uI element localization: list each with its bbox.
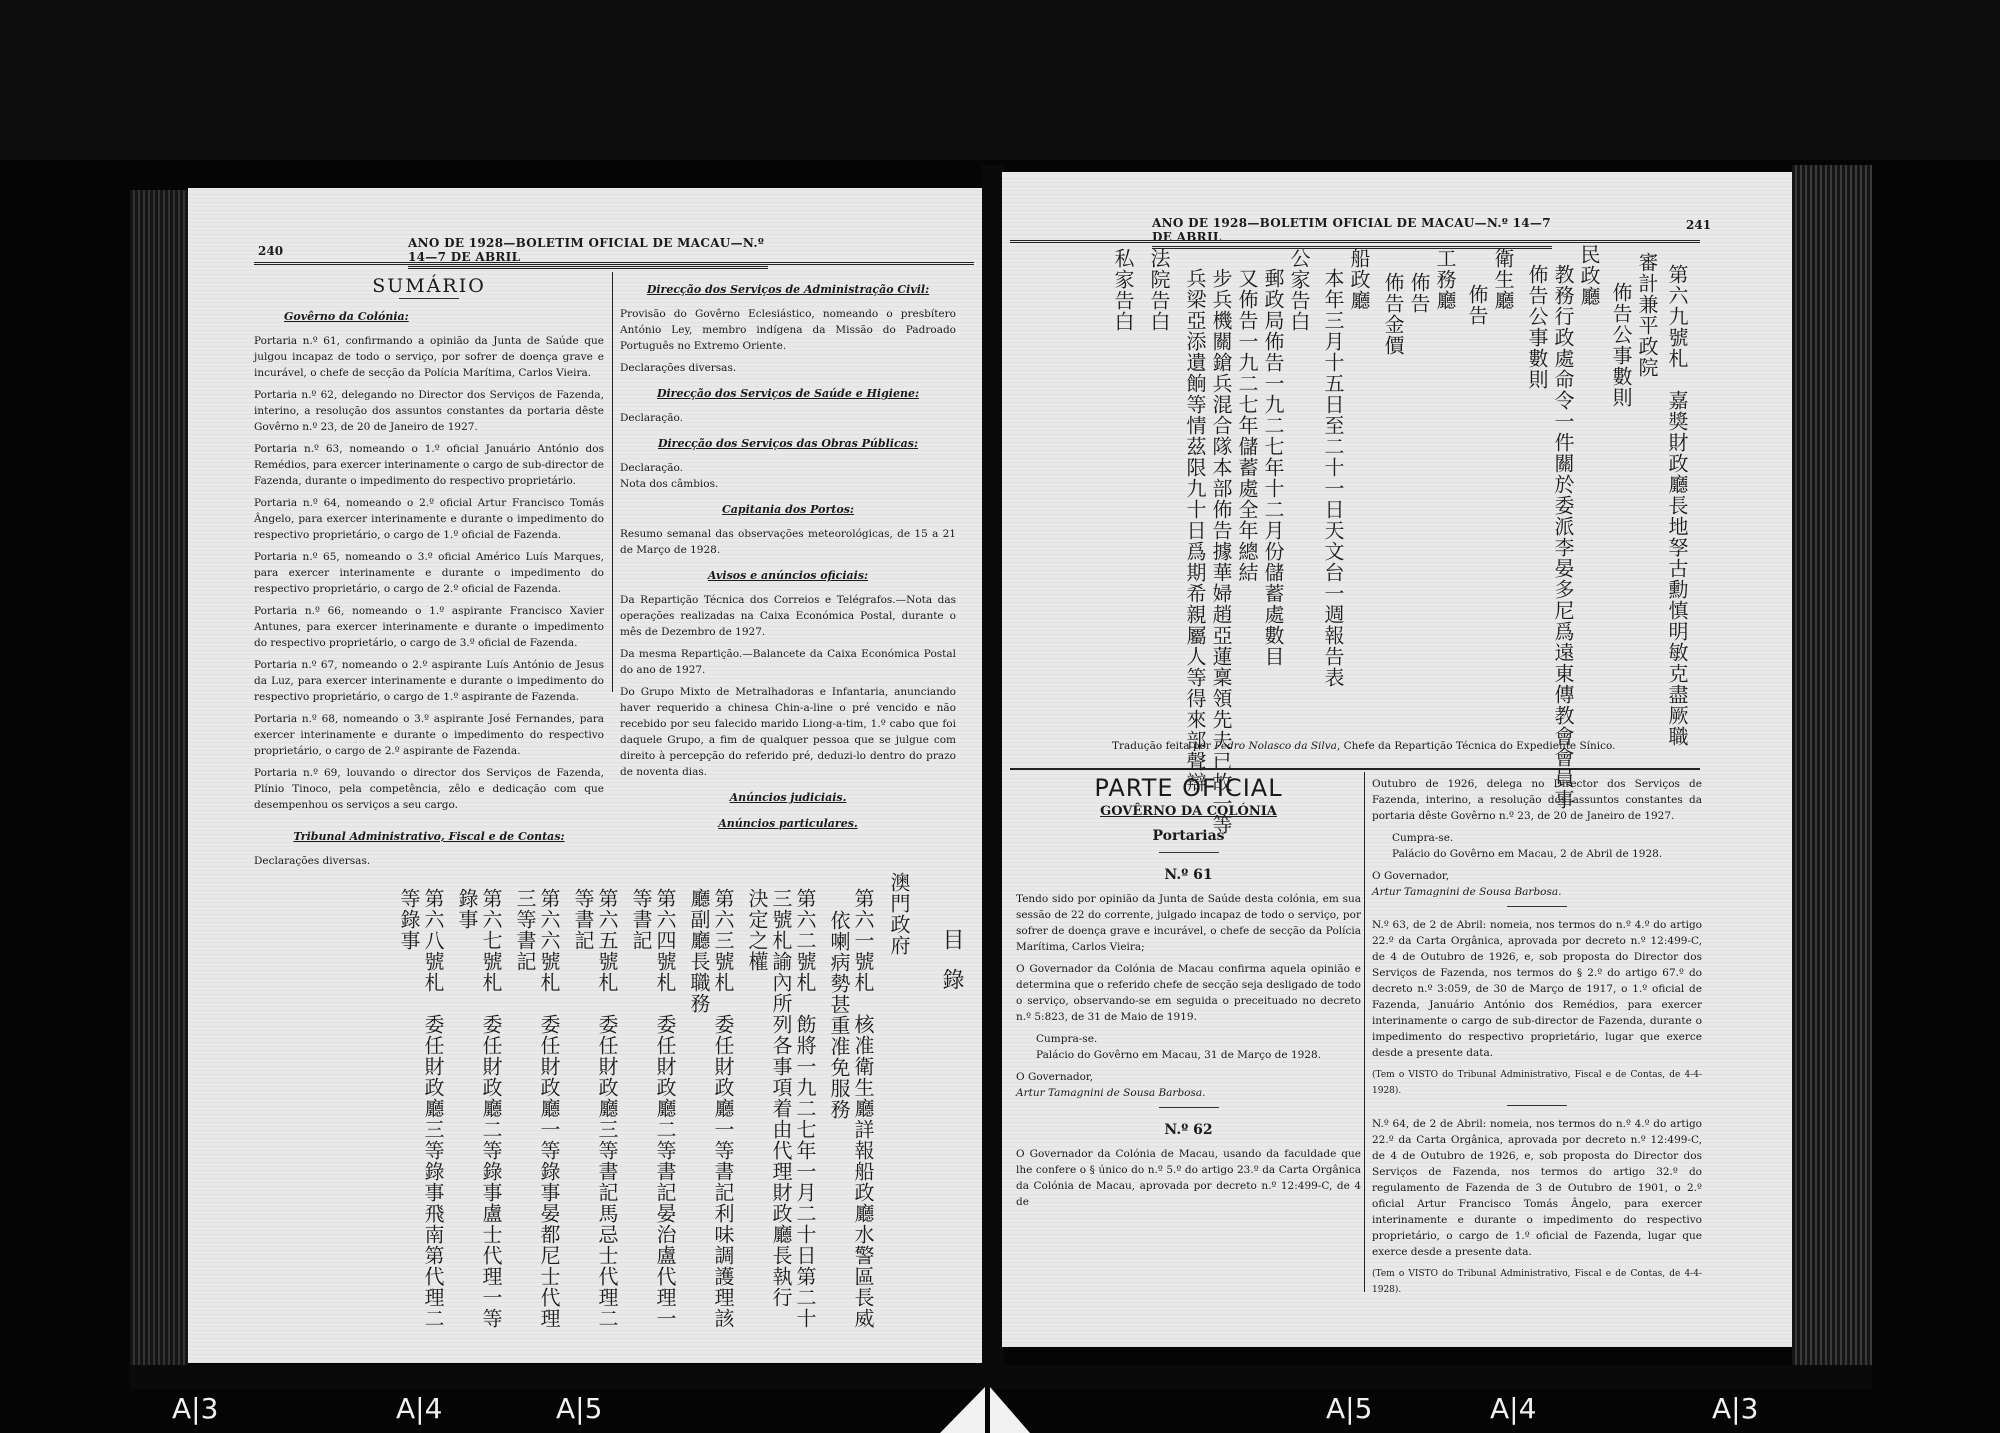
chinese-toc-col: 等錄事 bbox=[397, 888, 421, 951]
n62-text: O Governador da Colónia de Macau, usando da faculdade que lhe confere o § único do n.º 5.º do artigo 23.º da Carta Orgânica da Colónia de Macau, aprovada por decreto n.º 12:499-C, de 4 de bbox=[1016, 1148, 1361, 1208]
chinese-toc-col: 等書記 bbox=[629, 888, 653, 951]
n61-palace: Palácio do Govêrno em Macau, 31 de Março de 1928. bbox=[1036, 1049, 1322, 1061]
right-column-divider bbox=[1364, 772, 1365, 1292]
tab-label-a3-right: A|3 bbox=[1712, 1392, 1759, 1425]
chinese-toc-col: 依喇病勢甚重准免服務 bbox=[827, 910, 851, 1120]
sumario-title: SUMÁRIO bbox=[372, 275, 486, 297]
governo-title: GOVÊRNO DA COLÓNIA bbox=[1100, 804, 1277, 819]
n64-rule bbox=[1507, 1105, 1567, 1106]
n63-text: N.º 63, de 2 de Abril: nomeia, nos termos do n.º 4.º do artigo 22.º da Carta Orgânica, aprovada por decreto n.º 12:499-C, de 4 de Outubro de 1926, e, sob proposta do Director dos Serviços de Fazenda, nos termos do § 2.º do artigo 67.º do decreto n.º 3:059, de 30 de Março de 1917, o 1.º oficial de Fazenda, Januário António dos Remédios, para exercer interinamente o cargo de sub-director de Fazenda, durante o impedimento do respectivo proprietário, lugar que exerce desde a presente data. bbox=[1372, 919, 1702, 1059]
avisos-item-2: Da mesma Repartição.—Balancete da Caixa Económica Postal do ano de 1927. bbox=[620, 648, 956, 676]
chinese-toc-col: 等書記 bbox=[571, 888, 595, 951]
n62-title: N.º 62 bbox=[1164, 1122, 1213, 1138]
portaria-67: Portaria n.º 67, nomeando o 2.º aspirante Luís António de Jesus da Luz, para exercer interinamente e durante o impedimento do respectivo proprietário, o cargo de 1.º aspirante de Fazenda. bbox=[254, 659, 604, 703]
particulares-heading: Anúncios particulares. bbox=[718, 817, 858, 830]
admin-civil-heading: Direcção dos Serviços de Administração Civil: bbox=[646, 283, 930, 296]
portaria-61: Portaria n.º 61, confirmando a opinião da Junta de Saúde que julgou incapaz de todo o serviço, por sofrer de doença grave e incurável, o chefe de secção da Polícia Marítima, Carlos Vieira. bbox=[254, 335, 604, 379]
scanner-top-band bbox=[0, 0, 2000, 160]
chinese-toc-heading: 目錄 bbox=[939, 928, 964, 1008]
chinese-col: 本年三月十五日至二十一日天文台一週報告表 bbox=[1321, 268, 1345, 688]
chinese-col: 審計兼平政院 bbox=[1635, 252, 1659, 378]
n62-cumpra: Cumpra-se. bbox=[1392, 832, 1454, 844]
n61-governor-name: Artur Tamagnini de Sousa Barbosa. bbox=[1016, 1087, 1206, 1099]
avisos-heading: Avisos e anúncios oficiais: bbox=[707, 569, 869, 582]
n61-governor-label: O Governador, bbox=[1016, 1071, 1094, 1083]
chinese-col: 又佈告一九二七年儲蓄處全年總結 bbox=[1235, 268, 1259, 583]
tab-label-a3-left: A|3 bbox=[172, 1392, 219, 1425]
n62-palace: Palácio do Govêrno em Macau, 2 de Abril de 1928. bbox=[1392, 848, 1663, 860]
n64-text: N.º 64, de 2 de Abril: nomeia, nos termos do n.º 4.º do artigo 22.º da Carta Orgânica, aprovada por decreto n.º 12:499-C, de 4 de Outubro de 1926, e, sob proposta do Director dos Serviços de Fazenda, nos termos do artigo 32.º do regulamento de Fazenda de 3 de Outubro de 1901, o 2.º oficial Artur Francisco Tomás Ângelo, para exercer interinamente e durante o impedimento do respectivo proprietário, o cargo de 1.º oficial de Fazenda, lugar que exerce desde a presente data. bbox=[1372, 1118, 1702, 1258]
chinese-col: 民政廳 bbox=[1577, 244, 1601, 307]
portaria-68: Portaria n.º 68, nomeando o 3.º aspirante José Fernandes, para exercer interinamente e durante o impedimento do respectivo proprietário, o cargo de 2.º aspirante de Fazenda. bbox=[254, 713, 604, 757]
chinese-toc-col: 廳副廳長職務 bbox=[687, 888, 711, 1014]
obras-item-2: Nota dos câmbios. bbox=[620, 478, 719, 490]
translation-note bbox=[1112, 738, 1692, 754]
translation-note-prefix: Tradução feita por bbox=[1112, 740, 1215, 752]
chinese-col: 步兵機關鎗兵混合隊本部佈告據華婦趙亞蓮稟領先夫已故一等 bbox=[1209, 268, 1233, 835]
chinese-toc-col: 第六四號札 委任財政廳二等書記晏治盧代理一 bbox=[653, 888, 677, 1329]
left-book-edge bbox=[130, 190, 188, 1375]
tab-label-a4-right: A|4 bbox=[1490, 1392, 1537, 1425]
chinese-col: 私家告白 bbox=[1111, 248, 1135, 332]
left-page bbox=[188, 188, 988, 1363]
n62-governor-name: Artur Tamagnini de Sousa Barbosa. bbox=[1372, 886, 1562, 898]
chinese-toc-col: 第六三號札 委任財政廳一等書記利味調護理該 bbox=[711, 888, 735, 1329]
n63-rule bbox=[1507, 906, 1567, 907]
tab-label-a5-left: A|5 bbox=[556, 1392, 603, 1425]
capitania-heading: Capitania dos Portos: bbox=[722, 503, 854, 516]
translation-note-name: Pedro Nolasco da Silva bbox=[1214, 740, 1337, 752]
page-number-left: 240 bbox=[258, 244, 284, 258]
chinese-toc-col: 第六八號札 委任財政廳三等錄事飛南第代理二 bbox=[421, 888, 445, 1329]
chinese-col: 佈告 bbox=[1465, 284, 1489, 326]
n61-title: N.º 61 bbox=[1164, 867, 1213, 883]
sumario-right-column bbox=[620, 272, 956, 840]
capitania-item-1: Resumo semanal das observações meteorológicas, de 15 a 21 de Março de 1928. bbox=[620, 528, 956, 556]
chinese-toc-col: 第六七號札 委任財政廳二等錄事盧士代理一等 bbox=[479, 888, 503, 1329]
chinese-col: 佈告公事數則 bbox=[1525, 264, 1549, 390]
n61-cumpra: Cumpra-se. bbox=[1036, 1033, 1098, 1045]
chinese-col-69: 第六九號札 嘉獎財政廳長地孥古勳慎明敏克盡厥職 bbox=[1665, 264, 1689, 747]
chinese-col: 公家告白 bbox=[1287, 248, 1311, 332]
avisos-item-3: Do Grupo Mixto de Metralhadoras e Infantaria, anunciando haver requerido a chinesa Chin-a-line o pré vencido e não recebido por seu falecido marido Liong-a-tim, 1.º cabo que foi daquele Grupo, a fim de qualquer pessoa que se julgue com direito à percepção do referido pré, deduzi-lo dentro do prazo de noventa dias. bbox=[620, 686, 956, 778]
head-rule-left bbox=[254, 262, 974, 265]
translation-note-suffix: , Chefe da Repartição Técnica do Expediente Sínico. bbox=[1336, 740, 1616, 752]
page-number-right: 241 bbox=[1686, 218, 1712, 232]
chinese-toc-col: 錄事 bbox=[455, 888, 479, 930]
chinese-col: 佈告金價 bbox=[1381, 272, 1405, 356]
parte-oficial-title: PARTE OFICIAL bbox=[1094, 774, 1283, 802]
head-rule-right bbox=[1010, 240, 1700, 243]
n62-rule bbox=[1159, 1107, 1219, 1108]
chinese-col: 佈告 bbox=[1407, 272, 1431, 314]
n62-governor-label: O Governador, bbox=[1372, 870, 1450, 882]
chinese-col: 法院告白 bbox=[1147, 248, 1171, 332]
chinese-toc-col: 三等書記 bbox=[513, 888, 537, 972]
chinese-gov-heading: 澳門政府 bbox=[887, 872, 911, 956]
book-spine bbox=[982, 165, 1004, 1385]
tab-label-a5-right: A|5 bbox=[1326, 1392, 1373, 1425]
running-head-left: ANO DE 1928—BOLETIM OFICIAL DE MACAU—N.º 14—7 DE ABRIL bbox=[408, 236, 768, 269]
parte-oficial-column-1 bbox=[1016, 772, 1361, 1216]
section-rule bbox=[1010, 768, 1700, 770]
chinese-toc-col: 決定之權 bbox=[745, 888, 769, 972]
portaria-62: Portaria n.º 62, delegando no Director dos Serviços de Fazenda, interino, a resolução dos assuntos constantes da portaria dêste Govêrno n.º 23, de 20 de Janeiro de 1927. bbox=[254, 389, 604, 433]
chinese-toc-col: 三號札諭內所列各事項着由代理財政廳長執行 bbox=[769, 888, 793, 1308]
parte-oficial-column-2 bbox=[1372, 776, 1702, 1304]
portaria-64: Portaria n.º 64, nomeando o 2.º oficial Artur Francisco Tomás Ângelo, para exercer interinamente e durante o impedimento do respectivo proprietário, o cargo de 1.º oficial de Fazenda. bbox=[254, 497, 604, 541]
chinese-col: 郵政局佈告一九二七年十二月份儲蓄處數目 bbox=[1261, 268, 1285, 667]
chinese-toc-col: 第六一號札 核准衛生廳詳報船政廳水警區長威 bbox=[851, 888, 875, 1329]
chinese-col: 教務行政處命令一件關於委派李晏多尼爲遠東傳教會會員事 bbox=[1551, 264, 1575, 810]
tab-label-a4-left: A|4 bbox=[396, 1392, 443, 1425]
saude-heading: Direcção dos Serviços de Saúde e Higiene: bbox=[656, 387, 920, 400]
n61-text: Tendo sido por opinião da Junta de Saúde desta colónia, em sua sessão de 22 do corrente, julgado incapaz de todo o serviço, por sofrer de doença grave e incurável, o chefe de secção da Polícia Marítima, Carlos Vieira; bbox=[1016, 893, 1361, 953]
chinese-col: 船政廳 bbox=[1347, 248, 1371, 311]
portarias-title: Portarias bbox=[1152, 828, 1225, 844]
obras-item-1: Declaração. bbox=[620, 462, 684, 474]
n61-text-2: O Governador da Colónia de Macau confirma aquela opinião e determina que o referido chefe de secção seja desligado de todo o serviço, observando-se em seguida o preceituado no decreto n.º 5:823, de 31 de Maio de 1919. bbox=[1016, 963, 1361, 1023]
tribunal-heading: Tribunal Administrativo, Fiscal e de Contas: bbox=[293, 830, 565, 843]
left-column-divider bbox=[612, 272, 613, 692]
chinese-toc-col: 第六二號札 飭將一九二七年一月二十日第二十 bbox=[793, 888, 817, 1329]
saude-item-1: Declaração. bbox=[620, 412, 684, 424]
portaria-69: Portaria n.º 69, louvando o director dos Serviços de Fazenda, Plínio Tinoco, pela competência, zêlo e dedicação com que desempenhou os serviços a seu cargo. bbox=[254, 767, 604, 811]
chinese-toc-col: 第六六號札 委任財政廳一等錄事晏都尼士代理 bbox=[537, 888, 561, 1329]
portarias-rule bbox=[1159, 852, 1219, 853]
n62-continued: Outubro de 1926, delega no Director dos Serviços de Fazenda, interino, a resolução dos assuntos constantes da portaria dêste Govêrno n.º 23, de 20 de Janeiro de 1927. bbox=[1372, 778, 1702, 822]
portaria-66: Portaria n.º 66, nomeando o 1.º aspirante Francisco Xavier Antunes, para exercer interinamente e durante o impedimento do respectivo proprietário, o cargo de 3.º oficial de Fazenda. bbox=[254, 605, 604, 649]
portaria-65: Portaria n.º 65, nomeando o 3.º oficial Américo Luís Marques, para exercer interinamente e durante o impedimento do respectivo proprietário, o cargo de 2.º oficial de Fazenda. bbox=[254, 551, 604, 595]
n63-note: (Tem o VISTO do Tribunal Administrativo, Fiscal e de Contas, de 4-4-1928). bbox=[1372, 1070, 1702, 1096]
n64-note: (Tem o VISTO do Tribunal Administrativo, Fiscal e de Contas, de 4-4-1928). bbox=[1372, 1269, 1702, 1295]
admin-civil-item-1: Provisão do Govêrno Eclesiástico, nomeando o presbítero António Ley, membro indígena da Missão do Padroado Português no Extremo Oriente. bbox=[620, 308, 956, 352]
judiciais-heading: Anúncios judiciais. bbox=[729, 791, 847, 804]
tribunal-text: Declarações diversas. bbox=[254, 855, 371, 867]
avisos-item-1: Da Repartição Técnica dos Correios e Telégrafos.—Nota das operações realizadas na Caixa Económica Postal, durante o mês de Dezembro de 1927. bbox=[620, 594, 956, 638]
gutter-marker bbox=[920, 1385, 1050, 1433]
chinese-col: 兵梁亞添遺餉等情茲限九十日爲期希親屬人等得來部聲辯 bbox=[1183, 268, 1207, 793]
chinese-col: 佈告公事數則 bbox=[1609, 282, 1633, 408]
right-page bbox=[1002, 172, 1792, 1347]
right-book-edge bbox=[1792, 165, 1872, 1365]
running-head-right: ANO DE 1928—BOLETIM OFICIAL DE MACAU—N.º 14—7 DE ABRIL bbox=[1152, 216, 1552, 249]
governo-heading: Govêrno da Colónia: bbox=[284, 310, 409, 323]
obras-heading: Direcção dos Serviços das Obras Públicas: bbox=[657, 437, 919, 450]
sumario-column bbox=[254, 272, 604, 875]
chinese-col: 工務廳 bbox=[1433, 248, 1457, 311]
chinese-toc-col: 第六五號札 委任財政廳三等書記馬忌士代理二 bbox=[595, 888, 619, 1329]
sumario-rule bbox=[399, 298, 459, 299]
portaria-63: Portaria n.º 63, nomeando o 1.º oficial Januário António dos Remédios, para exercer interinamente o cargo de sub-director de Fazenda, durante o impedimento do respectivo proprietário. bbox=[254, 443, 604, 487]
chinese-col: 衛生廳 bbox=[1491, 248, 1515, 311]
admin-civil-item-2: Declarações diversas. bbox=[620, 362, 737, 374]
